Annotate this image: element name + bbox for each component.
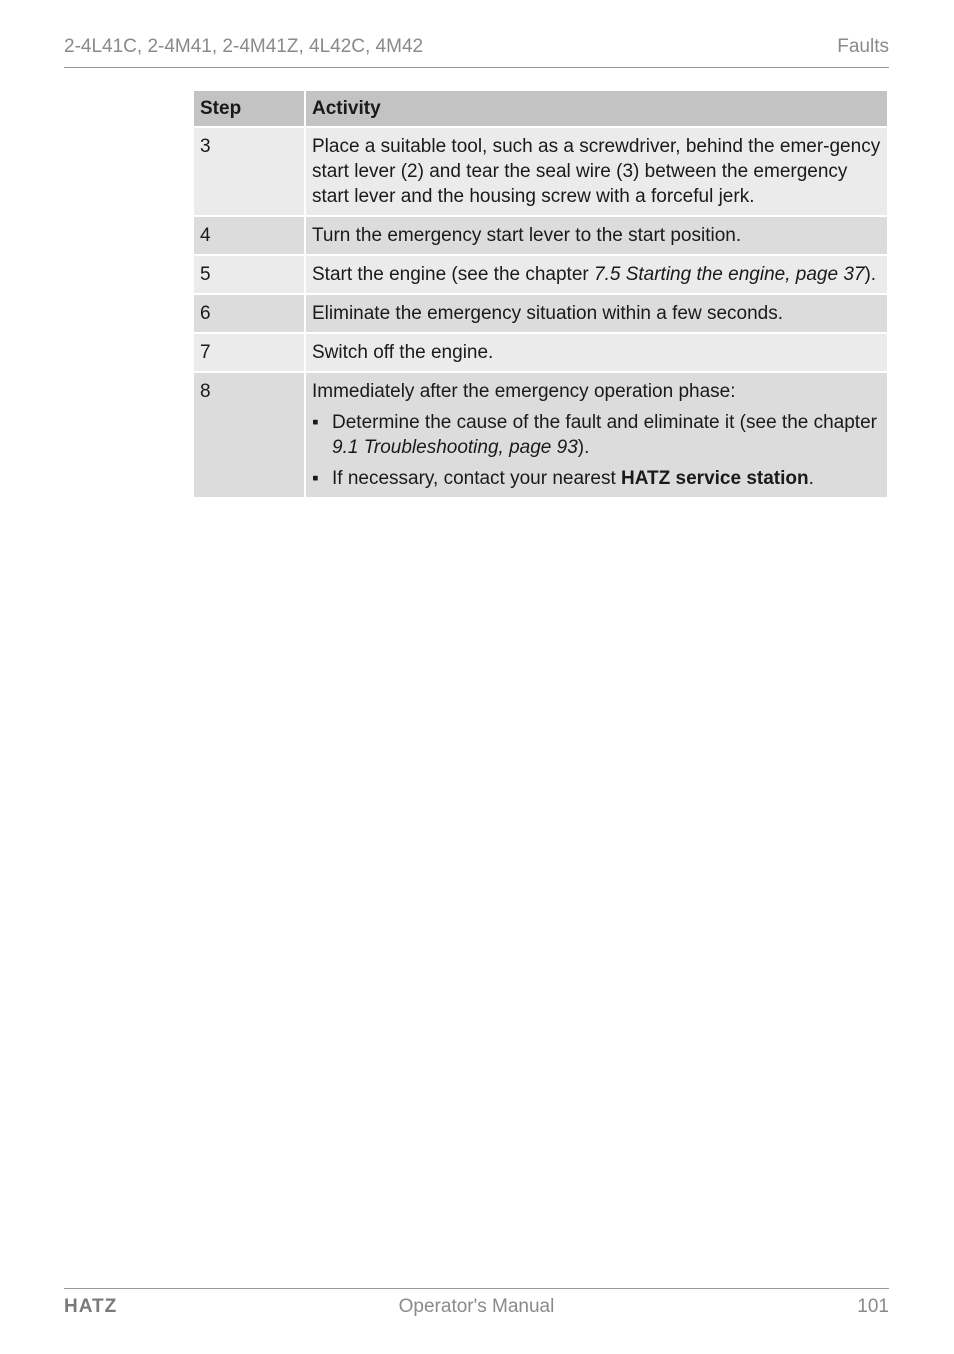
column-header-activity: Activity [306, 91, 887, 126]
list-item [312, 466, 881, 491]
table-row [194, 334, 887, 371]
table-row [194, 128, 887, 215]
step-number: 4 [194, 217, 304, 254]
footer-rule [64, 1288, 889, 1289]
activity-text: Place a suitable tool, such as a screwdriver, behind the emer-gency start lever (2) and tear the seal wire (3) between the emergency start lever and the housing screw with a forceful jerk. [306, 128, 887, 215]
brand-logo: HATZ [64, 1296, 118, 1317]
footer-title: Operator's Manual [398, 1296, 555, 1317]
header-models: 2-4L41C, 2-4M41, 2-4M41Z, 4L42C, 4M42 [64, 36, 424, 57]
column-header-step: Step [194, 91, 304, 126]
step-number: 5 [194, 256, 304, 293]
activity-text: Eliminate the emergency situation within a few seconds. [306, 295, 887, 332]
table-row [194, 217, 887, 254]
step-number: 8 [194, 373, 304, 497]
square-bullet-icon: ▪ [312, 468, 319, 489]
bullet-text-before: If necessary, contact your nearest [332, 468, 622, 489]
header-section: Faults [837, 36, 889, 57]
table-row [194, 373, 887, 497]
steps-table [192, 89, 889, 499]
table-row [194, 256, 887, 293]
page-footer [64, 1296, 889, 1320]
bullet-text-after: ). [577, 437, 590, 458]
step-number: 3 [194, 128, 304, 215]
list-item [312, 410, 881, 460]
activity-text: Turn the emergency start lever to the start position. [306, 217, 887, 254]
page-header [64, 36, 889, 60]
bullet-text-after: . [808, 468, 814, 489]
square-bullet-icon: ▪ [312, 412, 319, 433]
header-rule [64, 67, 889, 68]
table-row [194, 295, 887, 332]
page-number: 101 [857, 1296, 889, 1317]
bullet-list [312, 410, 881, 491]
activity-text: Switch off the engine. [306, 334, 887, 371]
step-number: 7 [194, 334, 304, 371]
chapter-reference-link[interactable]: 7.5 Starting the engine, page 37 [594, 264, 865, 285]
activity-text-after: ). [864, 264, 877, 285]
activity-text-before: Start the engine (see the chapter [312, 264, 595, 285]
chapter-reference-link[interactable]: 9.1 Troubleshooting, page 93 [332, 437, 578, 458]
step-number: 6 [194, 295, 304, 332]
table-header-row [194, 91, 887, 126]
service-station-emphasis: HATZ service station [621, 468, 809, 489]
activity-cell [306, 373, 887, 497]
activity-text [306, 256, 887, 293]
activity-text: Immediately after the emergency operation phase: [312, 381, 736, 402]
bullet-text-before: Determine the cause of the fault and eliminate it (see the chapter [332, 412, 877, 433]
